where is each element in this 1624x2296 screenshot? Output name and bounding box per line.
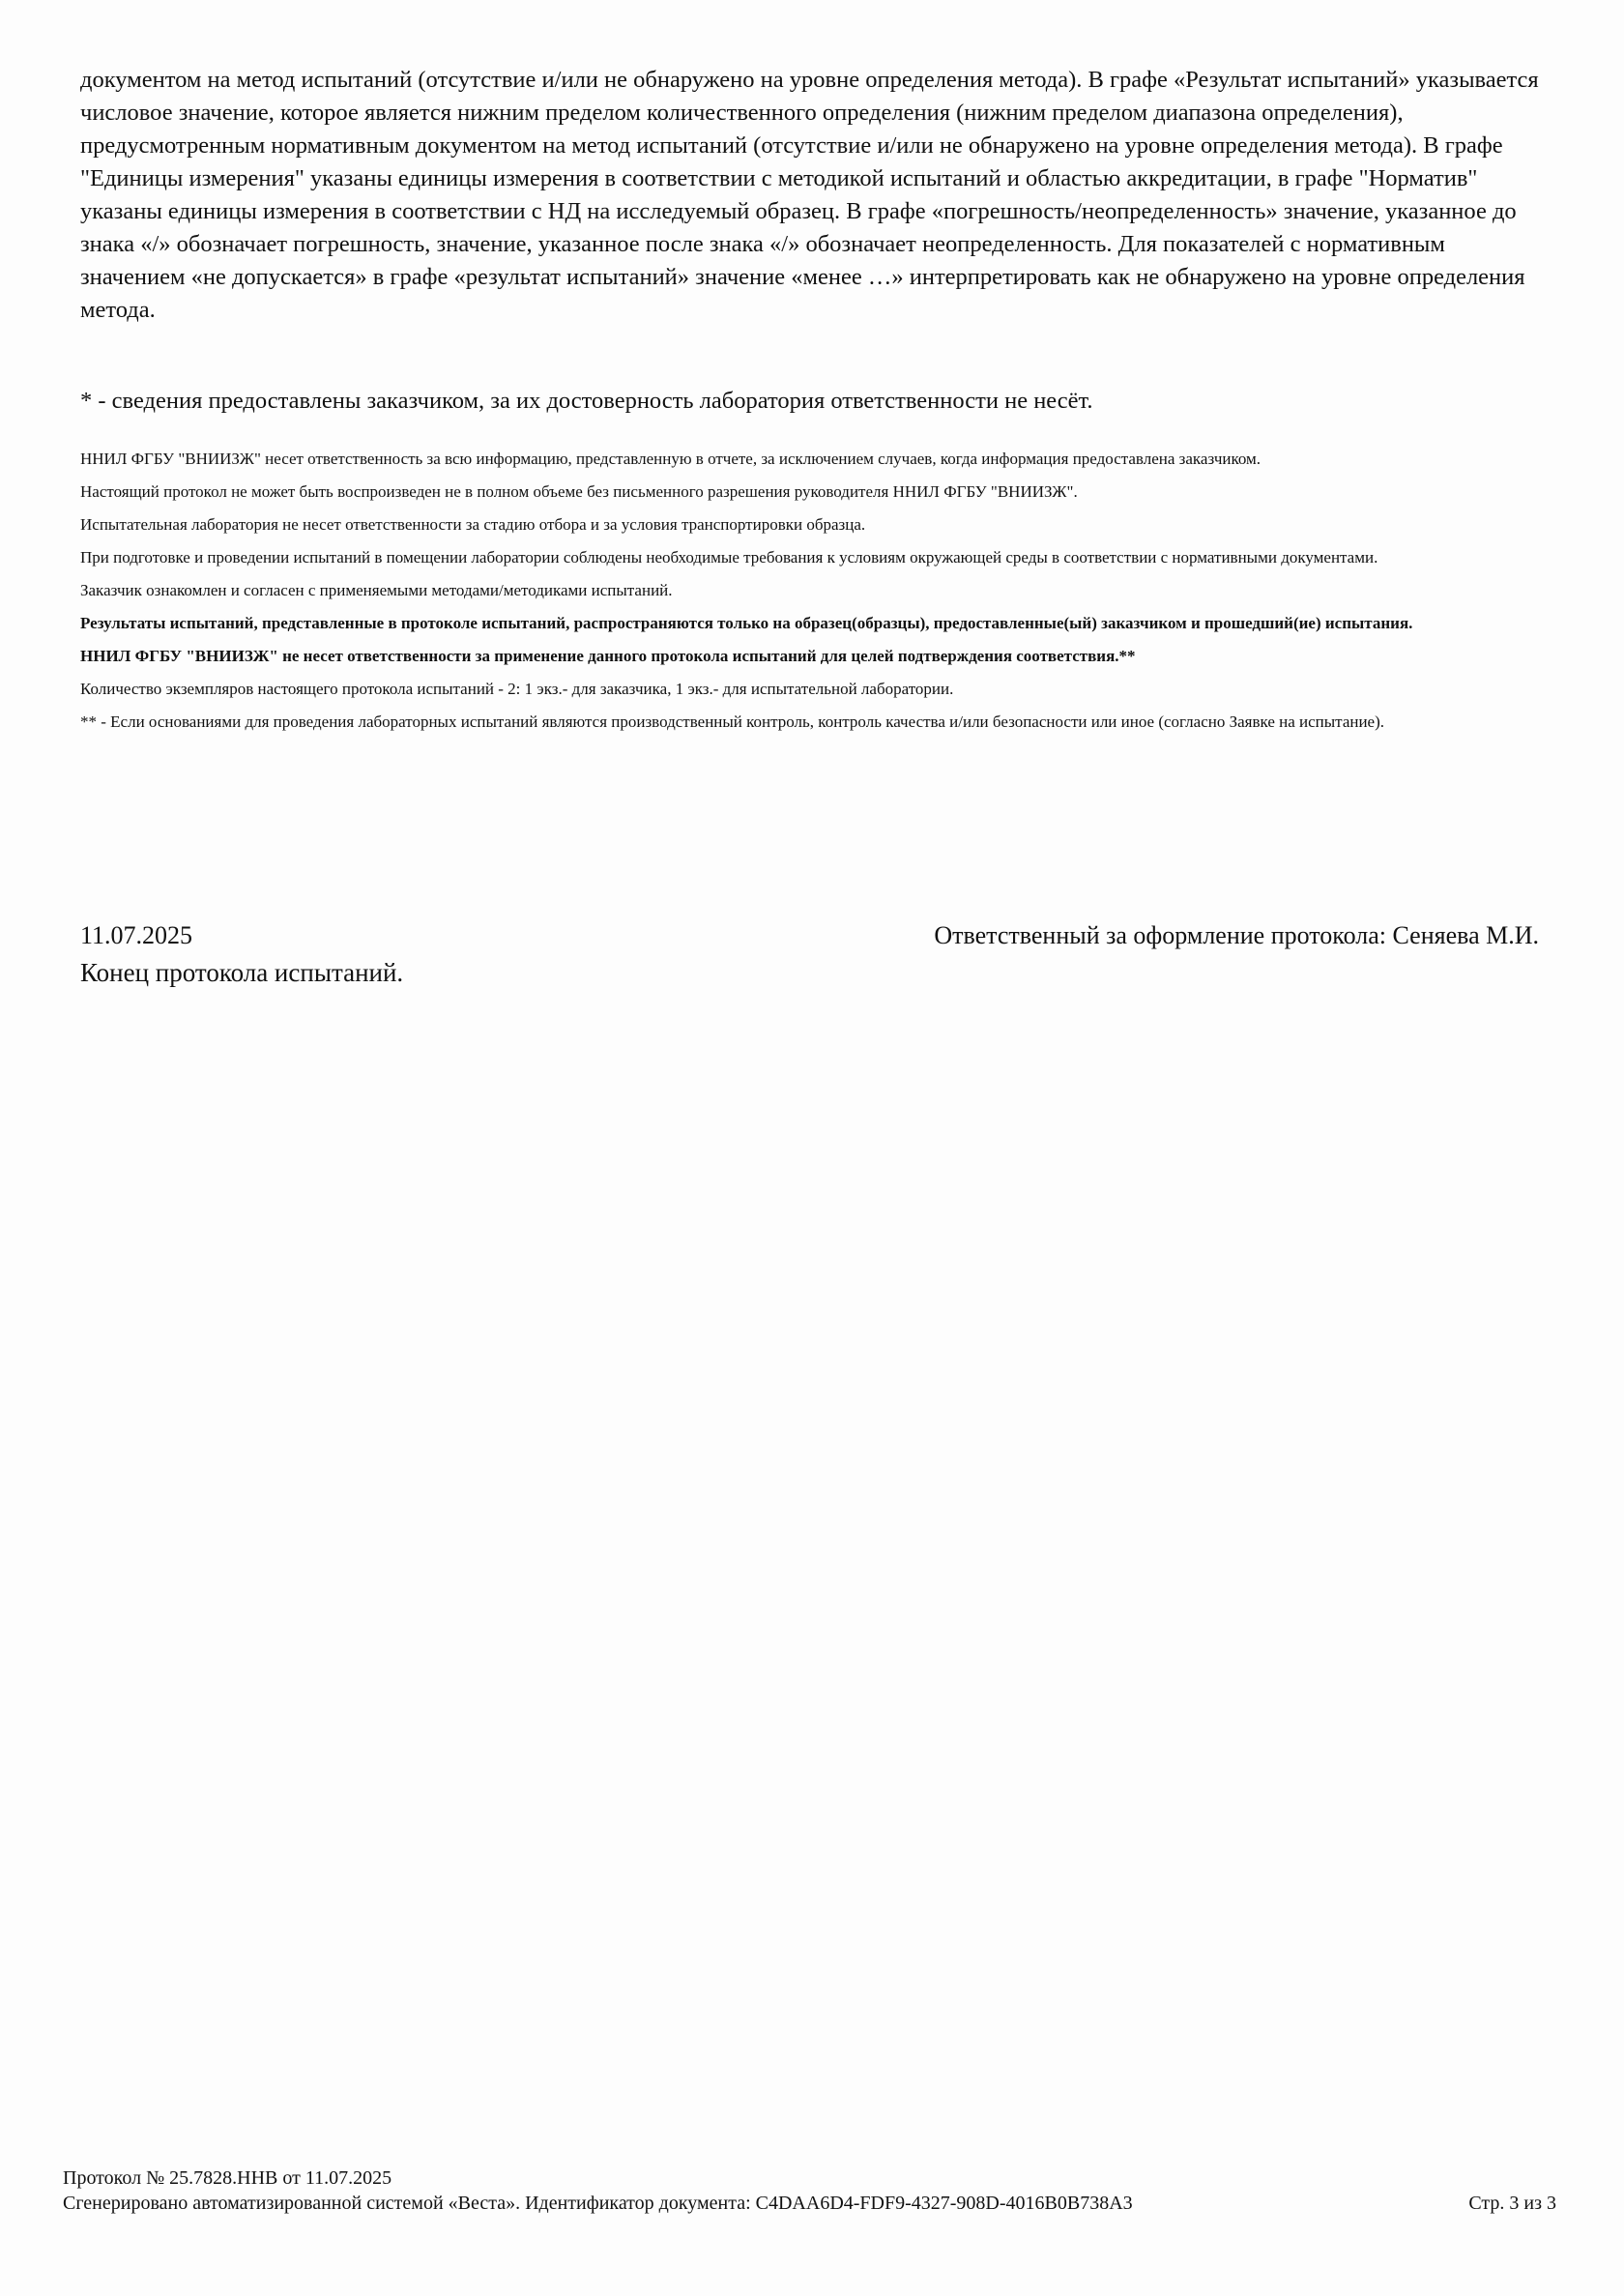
customer-data-note: * - сведения предоставлены заказчиком, за их достоверность лаборатория ответственности не несёт. (80, 388, 1093, 414)
page-footer (63, 2165, 1556, 2216)
note-copies: Количество экземпляров настоящего протокола испытаний - 2: 1 экз.- для заказчика, 1 экз.- для испытательной лаборатории. (80, 680, 954, 698)
intro-text: документом на метод испытаний (отсутствие и/или не обнаружено на уровне определения метода). В графе «Результат испытаний» указывается числовое значение, которое является нижним пределом количественного определения (нижним пределом диапазона определения), предусмотренным нормативным документом на метод испытаний (отсутствие и/или не обнаружено на уровне определения метода). В графе "Единицы измерения" указаны единицы измерения в соответствии с методикой испытаний и областью аккредитации, в графе "Норматив" указаны единицы измерения в соответствии с НД на исследуемый образец. В графе «погрешность/неопределенность» значение, указанное до знака «/» обозначает погрешность, значение, указанное после знака «/» обозначает неопределенность. Для показателей с нормативным значением «не допускается» в графе «результат испытаний» значение «менее …» интерпретировать как не обнаружено на уровне определения метода. (80, 67, 1539, 323)
note-methods-agreement: Заказчик ознакомлен и согласен с применяемыми методами/методиками испытаний. (80, 581, 673, 599)
note-sampling: Испытательная лаборатория не несет ответственности за стадию отбора и за условия транспортировки образца. (80, 515, 866, 534)
footer-generated-row (63, 2191, 1556, 2216)
notes-block (80, 443, 1530, 739)
footer-protocol-row (63, 2165, 1556, 2191)
footer-protocol-number: Протокол № 25.7828.ННВ от 11.07.2025 (63, 2167, 392, 2189)
note-results-scope: Результаты испытаний, представленные в протоколе испытаний, распространяются только на образец(образцы), предоставленные(ый) заказчиком и прошедший(ие) испытания. (80, 614, 1413, 632)
page-number: Стр. 3 из 3 (1468, 2193, 1556, 2214)
note-responsibility: ННИЛ ФГБУ "ВНИИЗЖ" несет ответственность за всю информацию, представленную в отчете, за исключением случаев, когда информация предоставлена заказчиком. (80, 450, 1262, 468)
responsible-person: Ответственный за оформление протокола: Сеняева М.И. (934, 921, 1539, 949)
note-conformity: ННИЛ ФГБУ "ВНИИЗЖ" не несет ответственности за применение данного протокола испытаний для целей подтверждения соответствия.** (80, 647, 1136, 665)
footer-generated-id: Сгенерировано автоматизированной системой «Веста». Идентификатор документа: C4DAA6D4-FDF9-4327-908D-4016B0B738A3 (63, 2193, 1133, 2214)
end-of-protocol: Конец протокола испытаний. (80, 958, 404, 987)
note-environment: При подготовке и проведении испытаний в помещении лаборатории соблюдены необходимые требования к условиям окружающей среды в соответствии с нормативными документами. (80, 548, 1378, 567)
note-footnote: ** - Если основаниями для проведения лабораторных испытаний являются производственный контроль, контроль качества и/или безопасности или иное (согласно Заявке на испытание). (80, 712, 1385, 731)
intro-paragraph (80, 64, 1540, 327)
note-reproduction: Настоящий протокол не может быть воспроизведен не в полном объеме без письменного разрешения руководителя ННИЛ ФГБУ "ВНИИЗЖ". (80, 482, 1078, 501)
protocol-date: 11.07.2025 (80, 921, 193, 949)
